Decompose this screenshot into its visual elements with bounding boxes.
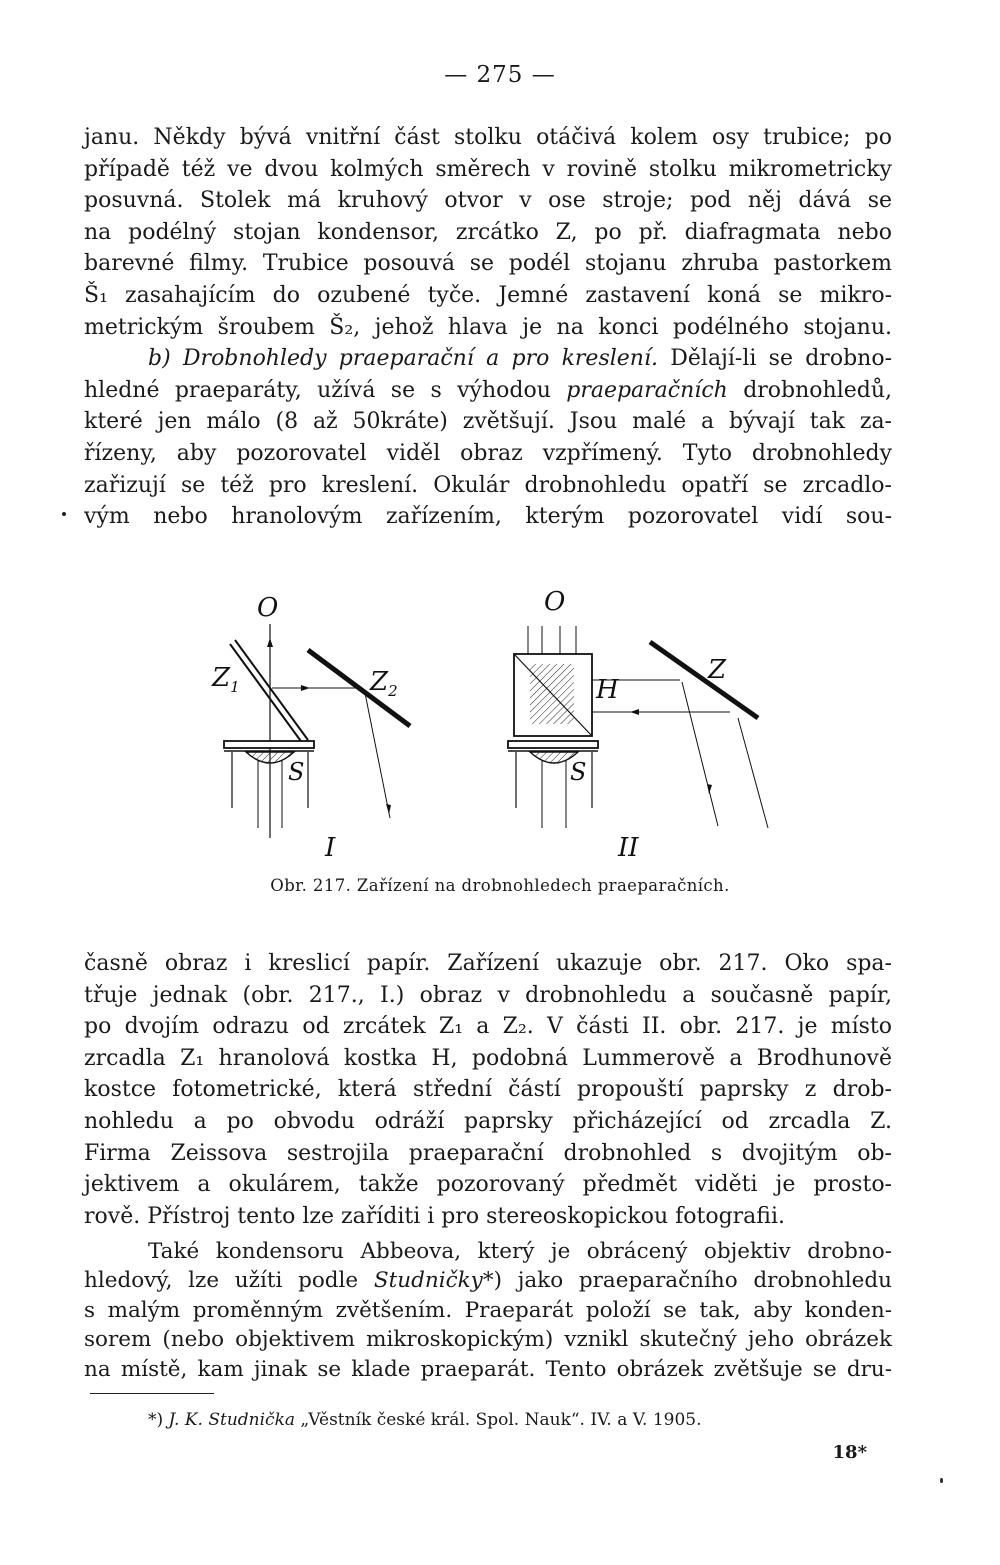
label-z2-sub: 2 — [388, 682, 398, 700]
figure-caption: Obr. 217. Zařízení na drobnohledech praeparačních. — [270, 876, 730, 895]
text-line: řízeny, aby pozorovatel viděl obraz vzpřímený. Tyto drobnohledy — [84, 440, 892, 466]
label-z1-sub: 1 — [230, 678, 240, 696]
text-line: vým nebo hranolovým zařízením, kterým pozorovatel vidí sou- — [84, 504, 892, 530]
signature-mark: 18* — [832, 1442, 867, 1463]
figure-217 — [190, 578, 820, 868]
text-block-top — [84, 122, 892, 533]
label-z1-letter: Z — [212, 663, 231, 693]
label-z1 — [211, 663, 240, 696]
text-line — [84, 1266, 892, 1295]
label-part-ii: II — [618, 833, 639, 863]
label-s-right: S — [570, 758, 587, 786]
text-line: s malým proměnným zvětšením. Praeparát položí se tak, aby konden- — [84, 1297, 892, 1323]
text-line: Také kondensoru Abbeova, který je obrácený objektiv drobno- — [148, 1239, 892, 1264]
text-line: rově. Přístroj tento lze zaříditi i pro stereoskopickou fotografii. — [84, 1203, 785, 1229]
text-line — [84, 375, 892, 407]
text-fragment: hledné praeparáty, užívá se s výhodou — [84, 377, 551, 403]
stage — [508, 741, 598, 748]
ray-arrow — [301, 685, 310, 691]
text-line: Š₁ zasahajícím do ozubené tyče. Jemné zastavení koná se mikro- — [84, 282, 892, 308]
text-fragment: *) jako praeparačního drobnohledu — [482, 1268, 893, 1294]
lens-s-left — [246, 752, 294, 763]
text-block-bottom — [84, 1237, 892, 1384]
mirror-z1 — [235, 640, 308, 740]
text-line: sorem (nebo objektivem mikroskopickým) vznikl skutečný jeho obrázek — [84, 1327, 892, 1353]
text-line: zrcadla Z₁ hranolová kostka H, podobná Lummerově a Brodhunově — [84, 1045, 892, 1071]
text-line: třuje jednak (obr. 217., I.) obraz v drobnohledu a současně papír, — [84, 982, 892, 1008]
text-line: časně obraz i kreslicí papír. Zařízení ukazuje obr. 217. Oko spa- — [84, 951, 892, 976]
microscope-diagram — [190, 578, 820, 868]
margin-dot — [62, 512, 66, 516]
footnote-author: J. K. Studnička — [168, 1410, 296, 1430]
text-line: barevné filmy. Trubice posouvá se podél stojanu zhruba pastorkem — [84, 251, 892, 277]
emphasis-term: praeparačních — [566, 377, 728, 403]
text-line: metrickým šroubem Š₂, jehož hlava je na konci podélného stojanu. — [84, 314, 892, 340]
text-line: zařizují se též pro kreslení. Okulár drobnohledu opatří se zrcadlo- — [84, 472, 892, 498]
diagram-part-1 — [211, 593, 410, 863]
stage — [224, 741, 314, 748]
label-z2 — [369, 667, 398, 700]
paper-ray-arrow — [707, 784, 712, 794]
label-s-left: S — [288, 758, 305, 786]
text-line: posuvná. Stolek má kruhový otvor v ose stroje; pod něj dává se — [84, 188, 892, 214]
footnote-mark: *) — [148, 1410, 164, 1430]
section-heading-line — [84, 343, 892, 375]
text-line: nohledu a po obvodu odráží paprsky přicházející od zrcadla Z. — [84, 1108, 892, 1134]
footnote-text: „Věstník české král. Spol. Nauk“. IV. a V. 1905. — [300, 1410, 702, 1430]
diagram-part-2 — [508, 587, 768, 863]
text-fragment: drobnohledů, — [743, 377, 892, 403]
label-o-left: O — [257, 593, 279, 623]
text-fragment: hledový, lze užíti podle — [84, 1268, 359, 1294]
ray-arrow — [630, 709, 639, 715]
mirror-z1-back — [230, 644, 303, 744]
label-z-right: Z — [708, 655, 727, 685]
text-line: které jen málo (8 až 50kráte) zvětšují. Jsou malé a bývají tak za- — [84, 409, 892, 435]
label-o-right: O — [544, 587, 566, 617]
label-z2-letter: Z — [370, 667, 389, 697]
text-line: jektivem a okulárem, takže pozorovaný předmět viděti je prosto- — [84, 1172, 892, 1198]
text-line: na podélný stojan kondensor, zrcátko Z, po př. diafragmata nebo — [84, 219, 892, 245]
margin-dot — [940, 1478, 943, 1483]
label-part-i: I — [325, 833, 336, 863]
text-block-middle — [84, 948, 892, 1232]
text-line: Firma Zeissova sestrojila praeparační drobnohled s dvojitým ob- — [84, 1140, 892, 1166]
paper-ray — [682, 682, 718, 826]
text-line: po dvojím odrazu od zrcátek Z₁ a Z₂. V části II. obr. 217. je místo — [84, 1014, 892, 1040]
text-line: kostce fotometrické, která střední částí propouští paprsky z drob- — [84, 1077, 892, 1103]
paper-ray — [365, 693, 390, 818]
text-line: na místě, kam jinak se klade praeparát. Tento obrázek zvětšuje se dru- — [84, 1356, 892, 1382]
text-fragment: Dělají-li se drobno- — [670, 346, 892, 372]
paper-ray — [738, 718, 768, 828]
axis-arrow — [267, 638, 273, 647]
footnote — [148, 1410, 702, 1430]
section-heading: b) Drobnohledy praeparační a pro kreslení. — [148, 346, 658, 372]
label-h: H — [596, 675, 619, 705]
footnote-rule — [90, 1393, 214, 1394]
emphasis-name: Studničky — [373, 1268, 483, 1294]
page-number: — 275 — — [444, 62, 556, 88]
text-line: janu. Někdy bývá vnitřní část stolku otáčivá kolem osy trubice; po — [84, 125, 892, 150]
text-line: případě též ve dvou kolmých směrech v rovině stolku mikrometricky — [84, 156, 892, 182]
